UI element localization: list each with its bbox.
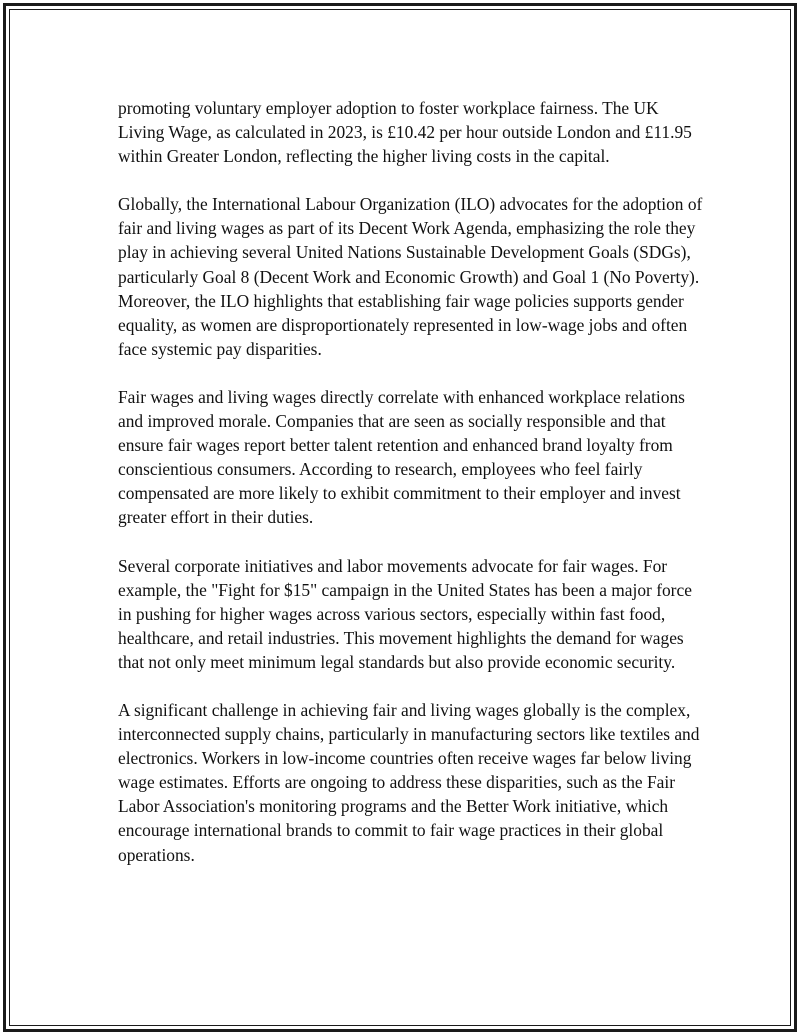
paragraph-uk-living-wage: promoting voluntary employer adoption to foster workplace fairness. The UK Living Wage, as calculated in 2023, is £10.42 per hour outside London and £11.95 within Greater London, reflecting the higher living costs in the capital. [118, 98, 692, 167]
paragraph-ilo-decent-work: Globally, the International Labour Organization (ILO) advocates for the adoption of fair and living wages as part of its Decent Work Agenda, emphasizing the role they play in achieving several United Nations Sustainable Development Goals (SDGs), particularly Goal 8 (Decent Work and Economic Growth) and Goal 1 (No Poverty). Moreover, the ILO highlights that establishing fair wage policies supports gender equality, as women are disproportionately represented in low-wage jobs and often face systemic pay disparities. [118, 194, 703, 359]
paragraph-fight-for-15: Several corporate initiatives and labor movements advocate for fair wages. For example, the "Fight for $15" campaign in the United States has been a major force in pushing for higher wages across various sectors, especially within fast food, healthcare, and retail industries. This movement highlights the demand for wages that not only meet minimum legal standards but also provide economic security. [118, 555, 692, 672]
page-border [3, 3, 797, 1032]
document-body [118, 96, 708, 891]
paragraph-workplace-morale: Fair wages and living wages directly correlate with enhanced workplace relations and improved morale. Companies that are seen as socially responsible and that ensure fair wages report better talent retention and enhanced brand loyalty from conscientious consumers. According to research, employees who feel fairly compensated are more likely to exhibit commitment to their employer and invest greater effort in their duties. [118, 386, 685, 528]
paragraph-supply-chains: A significant challenge in achieving fair and living wages globally is the complex, interconnected supply chains, particularly in manufacturing sectors like textiles and electronics. Workers in low-income countries often receive wages far below living wage estimates. Efforts are ongoing to address these disparities, such as the Fair Labor Association's monitoring programs and the Better Work initiative, which encourage international brands to commit to fair wage practices in their global operations. [118, 699, 700, 865]
